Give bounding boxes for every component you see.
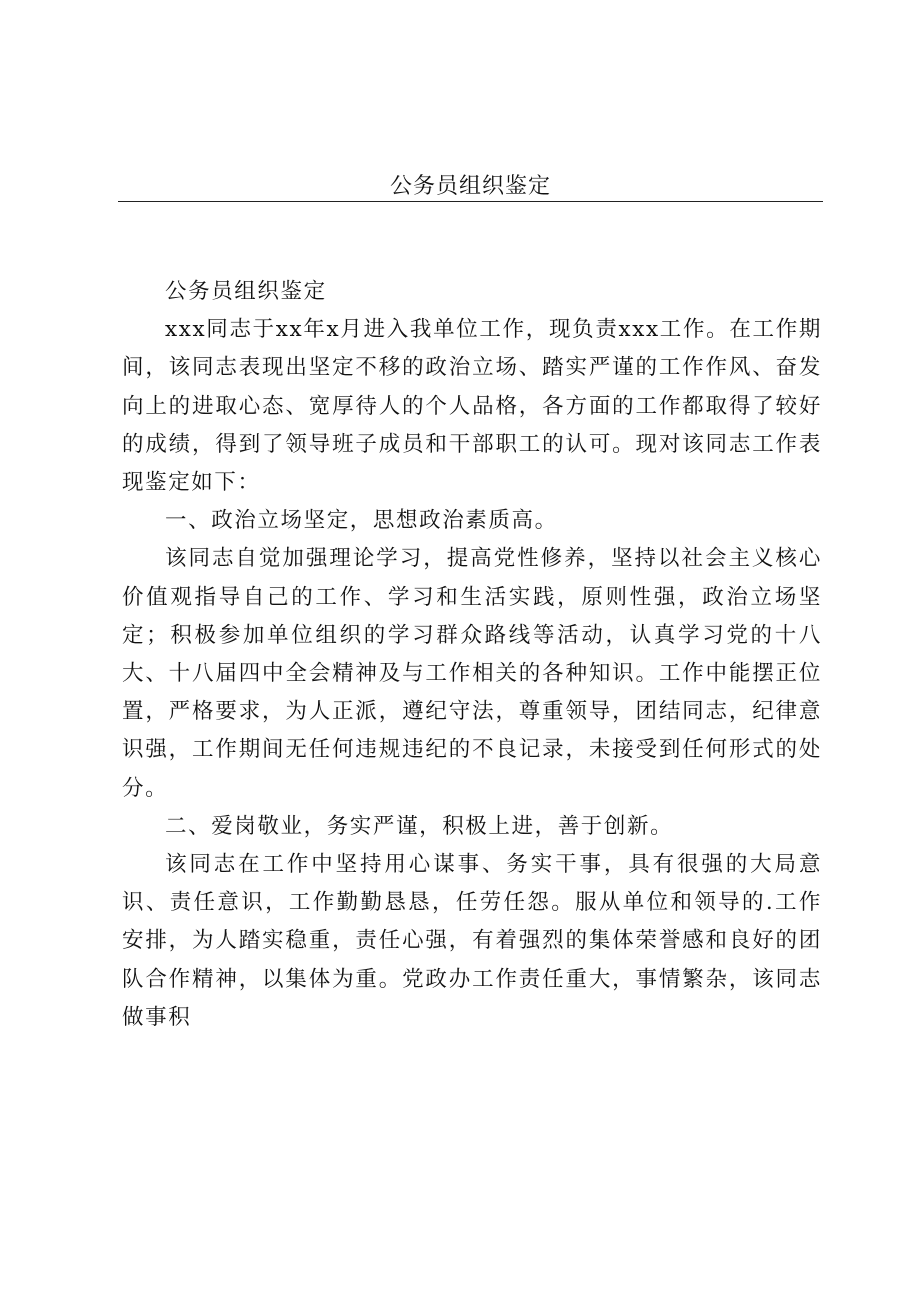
title-divider [118, 201, 823, 202]
section-heading-2: 二、爱岗敬业，务实严谨，积极上进，善于创新。 [165, 813, 674, 839]
paragraph-intro: xxx同志于xx年x月进入我单位工作，现负责xxx工作。在工作期间，该同志表现出坚定不移的政治立场、踏实严谨的工作作风、奋发向上的进取心态、宽厚待人的个人品格，各方面的工作都取得了较好的成绩，得到了领导班子成员和干部职工的认可。现对该同志工作表现鉴定如下： [122, 317, 822, 496]
paragraph-heading: 公务员组织鉴定 [165, 279, 327, 304]
document-title: 公务员组织鉴定 [389, 174, 551, 199]
paragraph-section-1: 该同志自觉加强理论学习，提高党性修养，坚持以社会主义核心价值观指导自己的工作、学习和生活实践，原则性强，政治立场坚定；积极参加单位组织的学习群众路线等活动，认真学习党的十八大、十八届四中全会精神及与工作相关的各种知识。工作中能摆正位置，严格要求，为人正派，遵纪守法，尊重领导，团结同志，纪律意识强，工作期间无任何违规违纪的不良记录，未接受到任何形式的处分。 [122, 546, 822, 801]
document-body [122, 273, 822, 1037]
section-heading-1: 一、政治立场坚定，思想政治素质高。 [165, 508, 558, 534]
paragraph-section-2: 该同志在工作中坚持用心谋事、务实干事，具有很强的大局意识、责任意识，工作勤勤恳恳，任劳任怨。服从单位和领导的.工作安排，为人踏实稳重，责任心强，有着强烈的集体荣誉感和良好的团队合作精神，以集体为重。党政办工作责任重大，事情繁杂，该同志做事积 [122, 852, 822, 1030]
